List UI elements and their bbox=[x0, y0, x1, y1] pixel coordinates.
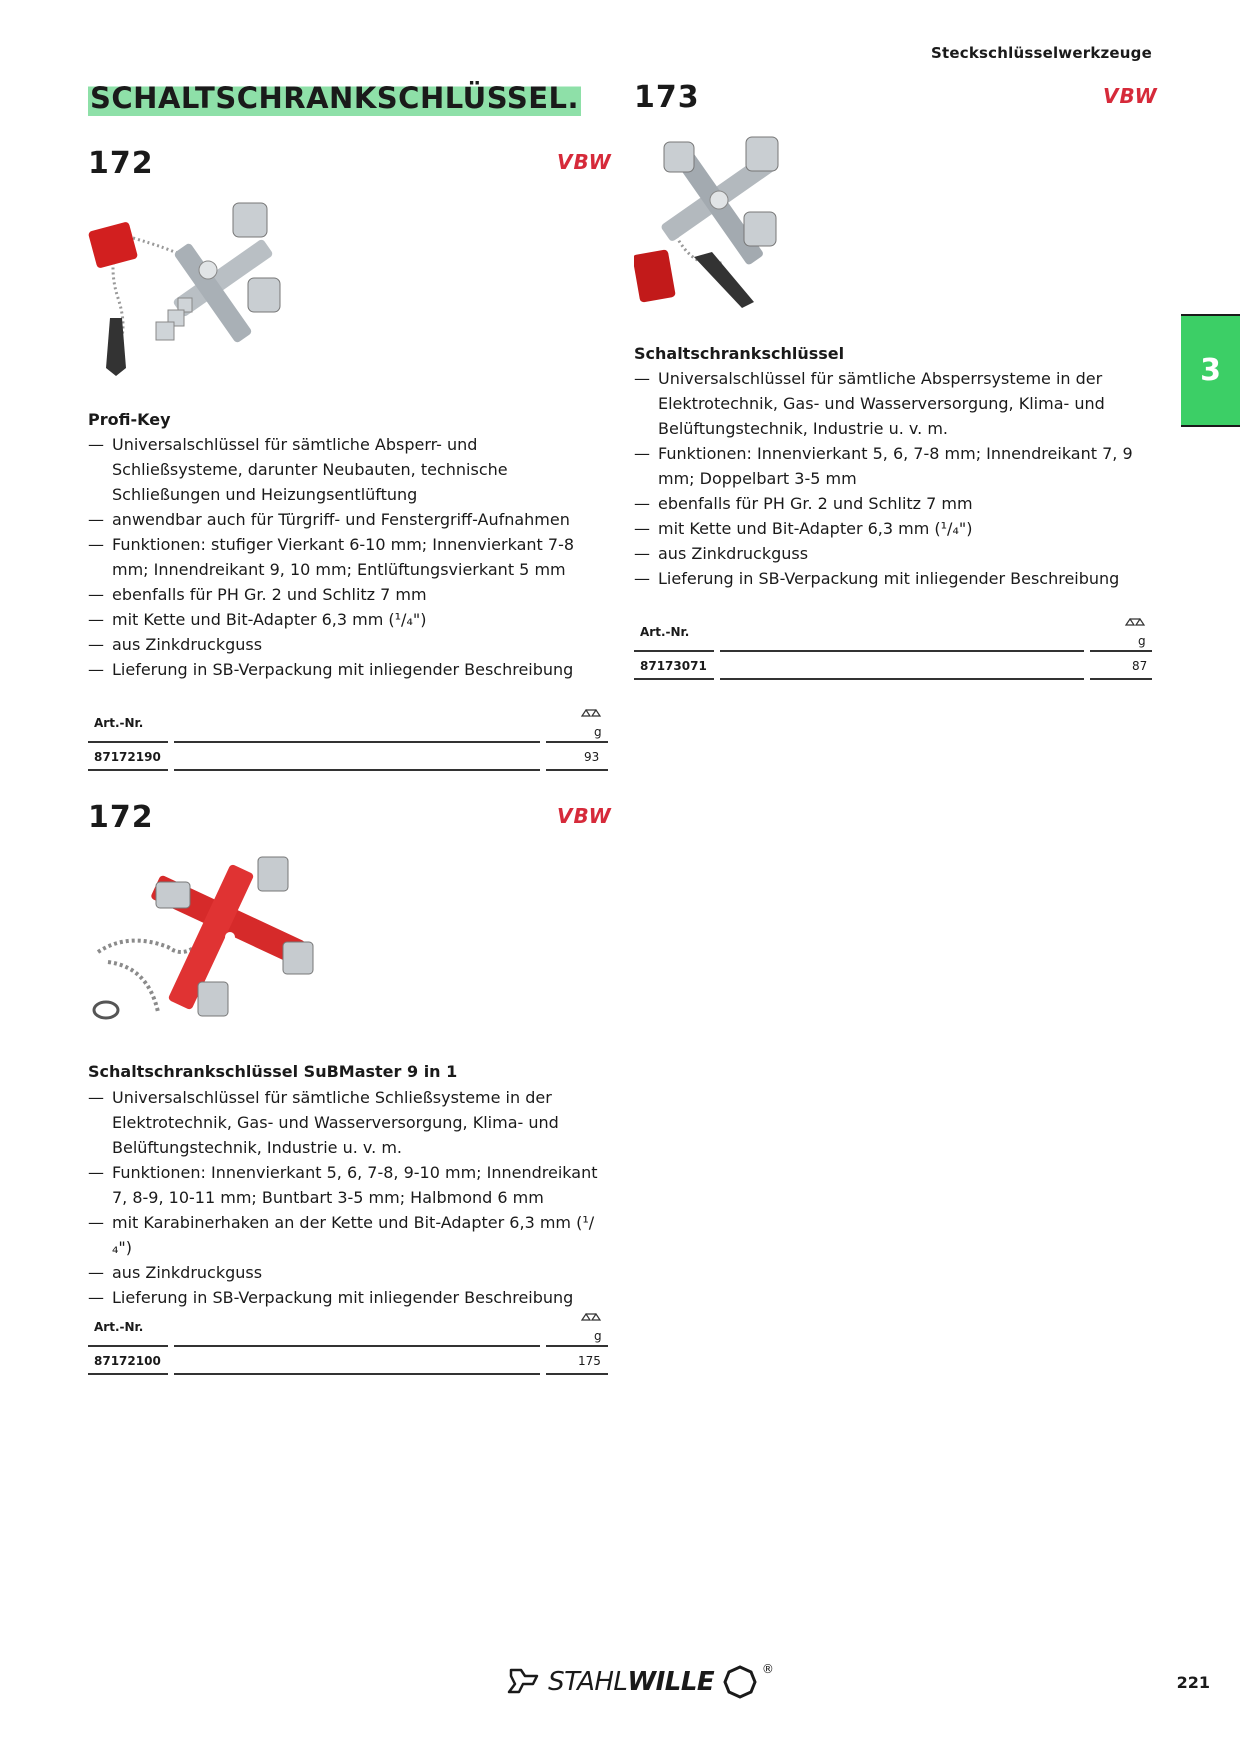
product-title: Schaltschrankschlüssel SuBMaster 9 in 1 bbox=[88, 1062, 458, 1081]
feature-item: — Universalschlüssel für sämtliche Absperr- und Schließsysteme, darunter Neubauten, technische Schließungen und Heizungsentlüftung bbox=[88, 432, 608, 507]
scale-icon bbox=[580, 1312, 602, 1324]
feature-item: — ebenfalls für PH Gr. 2 und Schlitz 7 mm bbox=[88, 582, 608, 607]
page-number: 221 bbox=[1176, 1673, 1210, 1692]
stahlwille-logo bbox=[507, 1662, 774, 1702]
article-table bbox=[88, 705, 608, 775]
feature-item: — mit Kette und Bit-Adapter 6,3 mm (¹/₄") bbox=[88, 607, 608, 632]
article-table bbox=[88, 1309, 608, 1379]
art-nr-header: Art.-Nr. bbox=[94, 1320, 144, 1334]
weight-value: 175 bbox=[578, 1354, 601, 1368]
logo-text-stahl: STAHL bbox=[548, 1667, 628, 1697]
art-nr-value: 87172100 bbox=[94, 1354, 161, 1368]
brand-logo-vbw: VBW bbox=[1103, 84, 1158, 108]
product-number: 172 bbox=[88, 146, 154, 181]
art-nr-header: Art.-Nr. bbox=[94, 716, 144, 730]
feature-item: — aus Zinkdruckguss bbox=[88, 632, 608, 657]
feature-list bbox=[88, 1085, 608, 1310]
feature-item: — Lieferung in SB-Verpackung mit inliegender Beschreibung bbox=[88, 1285, 608, 1310]
feature-item: — Funktionen: Innenvierkant 5, 6, 7-8, 9-10 mm; Innendreikant 7, 8-9, 10-11 mm; Buntbart 3-5 mm; Halbmond 6 mm bbox=[88, 1160, 608, 1210]
schaltschrankschluessel-image bbox=[634, 132, 794, 312]
product-number: 173 bbox=[634, 80, 700, 115]
feature-item: — Lieferung in SB-Verpackung mit inliegender Beschreibung bbox=[634, 566, 1154, 591]
scale-icon bbox=[1124, 617, 1146, 629]
feature-item: — Funktionen: Innenvierkant 5, 6, 7-8 mm; Innendreikant 7, 9 mm; Doppelbart 3-5 mm bbox=[634, 441, 1154, 491]
chapter-tab[interactable] bbox=[1181, 314, 1240, 427]
feature-list bbox=[634, 366, 1154, 591]
socket-logo-icon bbox=[723, 1665, 757, 1699]
product-title: Profi-Key bbox=[88, 410, 171, 429]
profi-key-image bbox=[88, 198, 288, 380]
feature-item: — Universalschlüssel für sämtliche Schließsysteme in der Elektrotechnik, Gas- und Wasserversorgung, Klima- und Belüftungstechnik, Industrie u. v. m. bbox=[88, 1085, 608, 1160]
submaster-key-image bbox=[88, 852, 318, 1032]
feature-item: — anwendbar auch für Türgriff- und Fenstergriff-Aufnahmen bbox=[88, 507, 608, 532]
scale-icon bbox=[580, 708, 602, 720]
art-nr-value: 87172190 bbox=[94, 750, 161, 764]
art-nr-header: Art.-Nr. bbox=[640, 625, 690, 639]
feature-item: — aus Zinkdruckguss bbox=[88, 1260, 608, 1285]
logo-text-wille: WILLE bbox=[627, 1667, 715, 1697]
wrench-logo-icon bbox=[507, 1662, 543, 1702]
feature-item: — aus Zinkdruckguss bbox=[634, 541, 1154, 566]
feature-item: — Funktionen: stufiger Vierkant 6-10 mm; Innenvierkant 7-8 mm; Innendreikant 9, 10 mm; Entlüftungsvierkant 5 mm bbox=[88, 532, 608, 582]
art-nr-value: 87173071 bbox=[640, 659, 707, 673]
feature-item: — ebenfalls für PH Gr. 2 und Schlitz 7 mm bbox=[634, 491, 1154, 516]
product-number: 172 bbox=[88, 800, 154, 835]
product-title: Schaltschrankschlüssel bbox=[634, 344, 845, 363]
feature-item: — mit Kette und Bit-Adapter 6,3 mm (¹/₄") bbox=[634, 516, 1154, 541]
feature-list bbox=[88, 432, 608, 682]
chapter-tab-label: 3 bbox=[1200, 353, 1221, 388]
brand-logo-vbw: VBW bbox=[557, 150, 612, 174]
weight-value: 87 bbox=[1132, 659, 1148, 673]
feature-item: — Lieferung in SB-Verpackung mit inliegender Beschreibung bbox=[88, 657, 608, 682]
registered-mark: ® bbox=[761, 1662, 774, 1676]
weight-unit: g bbox=[594, 1329, 602, 1343]
weight-unit: g bbox=[1138, 634, 1146, 648]
feature-item: — Universalschlüssel für sämtliche Absperrsysteme in der Elektrotechnik, Gas- und Wasserversorgung, Klima- und Belüftungstechnik, Industrie u. v. m. bbox=[634, 366, 1154, 441]
brand-logo-vbw: VBW bbox=[557, 804, 612, 828]
weight-unit: g bbox=[594, 725, 602, 739]
category-header: Steckschlüsselwerkzeuge bbox=[930, 44, 1152, 62]
feature-item: — mit Karabinerhaken an der Kette und Bit-Adapter 6,3 mm (¹/₄") bbox=[88, 1210, 608, 1260]
section-title: SCHALTSCHRANKSCHLÜSSEL. bbox=[90, 81, 580, 115]
article-table bbox=[634, 614, 1152, 684]
weight-value: 93 bbox=[584, 750, 600, 764]
